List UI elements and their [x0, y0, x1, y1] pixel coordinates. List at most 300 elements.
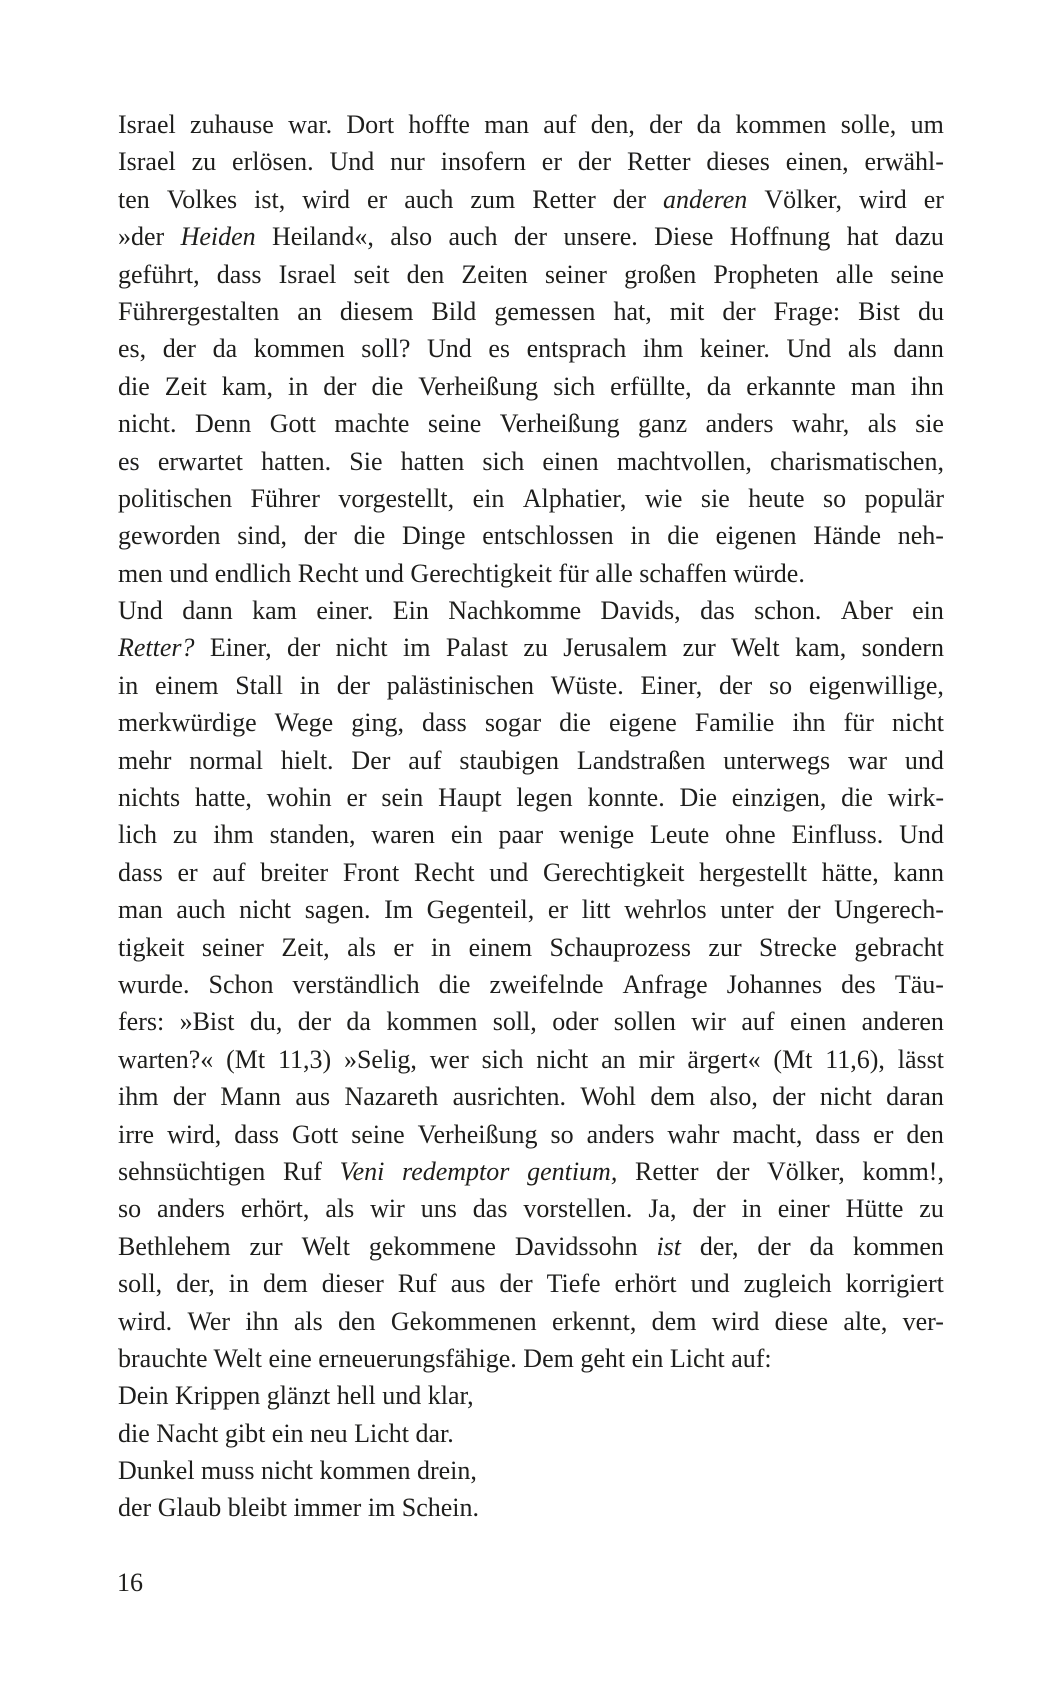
word: Verheißung: [417, 1119, 538, 1149]
word: sein: [381, 783, 424, 813]
word: Und: [899, 820, 944, 850]
word: Davidssohn: [514, 1231, 638, 1261]
word: dem: [651, 1306, 697, 1336]
word: politischen: [118, 483, 233, 513]
word: er: [873, 1119, 894, 1149]
word: der: [772, 1082, 806, 1112]
word: der: [612, 184, 646, 214]
page-number: 16: [117, 1568, 143, 1597]
word: Und: [786, 334, 832, 364]
word: wohin: [266, 783, 332, 813]
word: die: [667, 521, 699, 551]
word: an: [601, 1044, 626, 1074]
word: Welt: [301, 1231, 351, 1261]
word: seiner: [544, 259, 607, 289]
word: Veni: [339, 1156, 385, 1186]
word: da: [696, 110, 722, 139]
word: Heiland«,: [272, 222, 374, 252]
word: der: [718, 670, 753, 700]
word: Die: [679, 783, 718, 813]
word: solle,: [840, 110, 897, 139]
word: wir: [691, 1007, 726, 1037]
text-line: [118, 742, 944, 779]
word: nicht: [536, 1044, 589, 1074]
word: wird.: [118, 1306, 173, 1336]
word: ein: [472, 483, 505, 513]
text-line: [118, 1078, 944, 1115]
text-line: [118, 1228, 944, 1265]
word: dann: [893, 334, 944, 364]
word: merkwürdige: [118, 708, 257, 738]
word: Propheten: [713, 259, 819, 289]
word: und: [489, 857, 529, 887]
word: einzigen,: [731, 783, 827, 813]
word: seit: [353, 259, 390, 289]
word: dass: [815, 1119, 861, 1149]
word: Jerusalem: [563, 633, 668, 663]
word: sie: [700, 483, 730, 513]
word: Retter: [634, 1156, 699, 1186]
word: insofern: [440, 147, 526, 177]
word: im: [403, 633, 431, 663]
word: er: [367, 184, 388, 214]
word: zum: [470, 184, 516, 214]
word: (Mt: [773, 1044, 813, 1074]
word: keiner.: [699, 334, 770, 364]
word: eigenen: [715, 521, 797, 551]
word: Denn: [194, 409, 252, 439]
word: Verheißung: [499, 409, 620, 439]
word: als: [325, 1194, 355, 1224]
word: Bild: [431, 296, 477, 326]
word: mehr: [118, 745, 172, 775]
word: palästinischen: [386, 670, 534, 700]
word: hoffte: [408, 110, 470, 139]
word: hätte,: [821, 857, 879, 887]
word: diesem: [339, 296, 414, 326]
word: Verheißung: [418, 371, 539, 401]
word: zur: [708, 932, 742, 962]
word: hielt.: [280, 745, 334, 775]
word: machtvollen,: [616, 446, 752, 476]
word: nicht: [239, 895, 292, 925]
word: der: [757, 1231, 791, 1261]
word: die: [559, 708, 591, 738]
word: erhört,: [240, 1194, 310, 1224]
word: wir: [370, 1194, 405, 1224]
word: auf: [741, 1007, 775, 1037]
word: wird: [711, 1306, 760, 1336]
word: erkennt,: [551, 1306, 637, 1336]
word: einen,: [785, 147, 849, 177]
word: kommen: [735, 110, 827, 139]
word: also: [390, 222, 433, 252]
word: in: [299, 670, 320, 700]
text-line: [118, 704, 944, 741]
word: Nazareth: [344, 1082, 439, 1112]
word: wird: [859, 184, 907, 214]
word: einem: [155, 670, 219, 700]
word: erfüllte,: [610, 371, 692, 401]
word: den: [906, 1119, 944, 1149]
word: das: [700, 596, 735, 626]
word: hatte,: [194, 783, 252, 813]
word: Retter: [532, 184, 596, 214]
word: es: [488, 334, 511, 364]
word: Volkes: [166, 184, 238, 214]
word: machte: [334, 409, 410, 439]
word: alte,: [843, 1306, 888, 1336]
word: sind,: [237, 521, 288, 551]
word: sich: [553, 371, 596, 401]
word: diese: [774, 1306, 829, 1336]
word: hatten.: [261, 446, 332, 476]
word: dazu: [894, 222, 944, 252]
word: wahr,: [791, 409, 850, 439]
word: verständlich: [292, 969, 420, 999]
word: legen: [516, 783, 573, 813]
word: heute: [748, 483, 805, 513]
word: mit: [669, 296, 705, 326]
word: der: [513, 222, 548, 252]
text-segment: die Nacht gibt ein neu Licht dar.: [118, 1418, 454, 1448]
word: Schon: [208, 969, 274, 999]
text-line: [118, 555, 944, 592]
poem-line: [118, 1489, 944, 1526]
word: dem: [262, 1269, 308, 1299]
word: Nachkomme: [448, 596, 582, 626]
text-line: [118, 629, 944, 666]
word: Bethlehem: [118, 1231, 231, 1261]
word: Stall: [235, 670, 283, 700]
word: zu: [191, 147, 217, 177]
word: »der: [118, 222, 165, 252]
word: Wege: [274, 708, 334, 738]
word: gentium,: [527, 1156, 618, 1186]
word: Strecke: [759, 932, 837, 962]
word: Familie: [694, 708, 775, 738]
word: Tiefe: [546, 1269, 601, 1299]
word: seine: [427, 409, 482, 439]
word: soll,: [118, 1269, 163, 1299]
word: in: [118, 670, 139, 700]
word: ihn: [792, 708, 826, 738]
word: erkannte: [746, 371, 836, 401]
word: als: [347, 932, 376, 962]
word: nicht.: [118, 409, 177, 439]
word: standen,: [269, 820, 356, 850]
word: normal: [189, 745, 263, 775]
text-line: [118, 443, 944, 480]
word: Gott: [292, 1119, 339, 1149]
word: korrigiert: [845, 1269, 944, 1299]
word: der: [303, 521, 337, 551]
word: als: [867, 409, 897, 439]
word: Wohl: [580, 1082, 637, 1112]
word: Landstraßen: [576, 745, 706, 775]
word: man: [484, 110, 530, 139]
word: dass: [118, 857, 163, 887]
word: ging,: [351, 708, 404, 738]
word: man: [118, 895, 163, 925]
word: 11,3): [277, 1044, 332, 1074]
word: zur: [249, 1231, 283, 1261]
word: Wer: [187, 1306, 231, 1336]
word: kommen: [386, 1007, 478, 1037]
word: zugleich: [743, 1269, 832, 1299]
word: Hände: [813, 521, 882, 551]
text-line: [118, 480, 944, 517]
text-segment: Dein Krippen glänzt hell und klar,: [118, 1381, 474, 1411]
word: ihn: [245, 1306, 279, 1336]
word: wahr: [667, 1119, 720, 1149]
word: der: [787, 895, 821, 925]
word: Ja,: [648, 1194, 677, 1224]
word: lich: [118, 820, 157, 850]
word: einen: [789, 1007, 847, 1037]
word: als: [293, 1306, 323, 1336]
word: er: [393, 932, 414, 962]
word: in: [630, 521, 651, 551]
word: der: [172, 1082, 207, 1112]
word: Mann: [220, 1082, 282, 1112]
word: ihm: [213, 820, 254, 850]
word: in: [741, 1194, 762, 1224]
word: Führergestalten: [118, 296, 280, 326]
word: Täu-: [894, 969, 944, 999]
word: Wüste.: [550, 670, 624, 700]
word: auch: [176, 895, 226, 925]
word: der: [722, 296, 756, 326]
word: wie: [644, 483, 683, 513]
word: auch: [404, 184, 454, 214]
word: es,: [118, 334, 147, 364]
word: er: [177, 857, 198, 887]
word: zweifelnde: [489, 969, 604, 999]
word: einen: [542, 446, 599, 476]
word: der: [336, 670, 370, 700]
word: das: [472, 1194, 508, 1224]
word: eigene: [608, 708, 677, 738]
word: Zeit,: [281, 932, 330, 962]
word: an: [297, 296, 322, 326]
word: eigenwillige,: [808, 670, 944, 700]
word: einem: [468, 932, 533, 962]
word: Davids,: [600, 596, 681, 626]
text-line: [118, 218, 944, 255]
word: nicht: [335, 633, 388, 663]
word: die: [118, 371, 150, 401]
word: entsprach: [526, 334, 627, 364]
word: die: [371, 371, 404, 401]
page-text: [118, 106, 944, 1527]
word: einer: [777, 1194, 830, 1224]
word: seine: [890, 259, 944, 289]
word: man: [850, 371, 896, 401]
word: ihm: [642, 334, 684, 364]
word: wer: [429, 1044, 469, 1074]
word: den: [406, 259, 445, 289]
word: hat: [846, 222, 879, 252]
word: irre: [118, 1119, 155, 1149]
word: ein: [912, 596, 944, 626]
word: Gegenteil,: [426, 895, 535, 925]
word: wurde.: [118, 969, 190, 999]
word: Alphatier,: [522, 483, 627, 513]
word: also,: [709, 1082, 758, 1112]
word: Dort: [346, 110, 395, 139]
word: charismatischen,: [769, 446, 944, 476]
word: neh-: [897, 521, 944, 551]
text-line: [118, 1340, 944, 1377]
word: dem: [650, 1082, 696, 1112]
word: dieser: [321, 1269, 384, 1299]
text-line: [118, 106, 944, 143]
word: erwartet: [157, 446, 243, 476]
word: Sie: [349, 446, 383, 476]
word: der: [692, 1194, 726, 1224]
text-segment: der Glaub bleibt immer im Schein.: [118, 1493, 480, 1523]
word: Heiden: [180, 222, 256, 252]
word: kann: [893, 857, 944, 887]
word: Völker,: [767, 1156, 845, 1186]
word: aus: [450, 1269, 486, 1299]
text-line: [118, 1041, 944, 1078]
word: anderen: [663, 184, 748, 214]
word: ärgert«: [687, 1044, 761, 1074]
word: zuhause: [190, 110, 274, 139]
text-line: [118, 1003, 944, 1040]
word: Ein: [392, 596, 429, 626]
word: in: [430, 932, 452, 962]
word: Diese: [654, 222, 714, 252]
word: die: [841, 783, 873, 813]
word: staubigen: [459, 745, 560, 775]
word: ein: [450, 820, 483, 850]
word: Leute: [650, 820, 710, 850]
word: sagen.: [304, 895, 371, 925]
text-line: [118, 143, 944, 180]
word: ver-: [902, 1306, 944, 1336]
word: ihn: [910, 371, 944, 401]
word: der: [649, 110, 683, 139]
word: geworden: [118, 521, 221, 551]
word: Haupt: [438, 783, 502, 813]
word: Einer,: [209, 633, 272, 663]
word: oder: [552, 1007, 599, 1037]
word: Israel: [118, 147, 176, 177]
text-line: [118, 816, 944, 853]
word: erlösen.: [232, 147, 314, 177]
word: Einfluss.: [791, 820, 884, 850]
text-line: [118, 891, 944, 928]
word: Israel: [278, 259, 337, 289]
word: nicht: [891, 708, 944, 738]
word: Ruf: [282, 1156, 322, 1186]
word: da: [212, 334, 238, 364]
word: er: [923, 184, 944, 214]
word: so: [823, 483, 847, 513]
word: Hütte: [845, 1194, 904, 1224]
word: sondern: [861, 633, 944, 663]
text-segment: men und endlich Recht und Gerechtigkeit für alle schaffen würde.: [118, 558, 805, 588]
word: Und: [427, 334, 472, 364]
word: ganz: [638, 409, 688, 439]
word: hergestellt: [699, 857, 807, 887]
word: war: [848, 745, 887, 775]
word: auf: [212, 857, 246, 887]
word: macht,: [732, 1119, 803, 1149]
word: Einer,: [640, 670, 703, 700]
word: zur: [682, 633, 716, 663]
poem-line: [118, 1415, 944, 1452]
word: tigkeit: [118, 932, 185, 962]
word: du,: [249, 1007, 283, 1037]
word: ohne: [725, 820, 776, 850]
word: es: [118, 446, 140, 476]
word: der,: [176, 1269, 215, 1299]
word: uns: [420, 1194, 457, 1224]
text-segment: brauchte Welt eine erneuerungsfähige. Dem geht ein Licht auf:: [118, 1343, 772, 1373]
word: nichts: [118, 783, 181, 813]
word: erwähl-: [864, 147, 944, 177]
word: da: [809, 1231, 835, 1261]
word: in: [288, 371, 309, 401]
word: ist,: [254, 184, 286, 214]
word: der: [499, 1269, 533, 1299]
word: gekommene: [368, 1231, 496, 1261]
word: ihm: [118, 1082, 159, 1112]
word: so: [118, 1194, 142, 1224]
word: paar: [498, 820, 544, 850]
word: »Selig,: [343, 1044, 417, 1074]
word: daran: [886, 1082, 944, 1112]
word: fers:: [118, 1007, 165, 1037]
word: ten: [118, 184, 150, 214]
word: Der: [351, 745, 391, 775]
word: kam,: [794, 633, 847, 663]
poem-line: [118, 1377, 944, 1414]
word: sehnsüchtigen: [118, 1156, 266, 1186]
word: wirk-: [887, 783, 944, 813]
text-line: [118, 929, 944, 966]
word: der: [287, 633, 321, 663]
word: seiner: [201, 932, 264, 962]
word: Zeit: [164, 371, 207, 401]
word: der: [297, 1007, 331, 1037]
word: ist: [656, 1231, 682, 1261]
word: dieses: [706, 147, 770, 177]
word: des: [841, 969, 876, 999]
poem-line: [118, 1452, 944, 1489]
word: schon.: [754, 596, 822, 626]
word: dann: [182, 596, 233, 626]
word: um: [910, 110, 944, 139]
word: und: [690, 1269, 730, 1299]
word: erhört: [614, 1269, 677, 1299]
word: sich: [481, 1044, 524, 1074]
text-line: [118, 779, 944, 816]
word: einer.: [316, 596, 374, 626]
word: zu: [172, 820, 198, 850]
text-line: [118, 1153, 944, 1190]
word: da: [346, 1007, 371, 1037]
word: alle: [835, 259, 874, 289]
word: er: [346, 783, 367, 813]
word: wenige: [559, 820, 635, 850]
word: gemessen: [494, 296, 596, 326]
word: er: [541, 147, 562, 177]
